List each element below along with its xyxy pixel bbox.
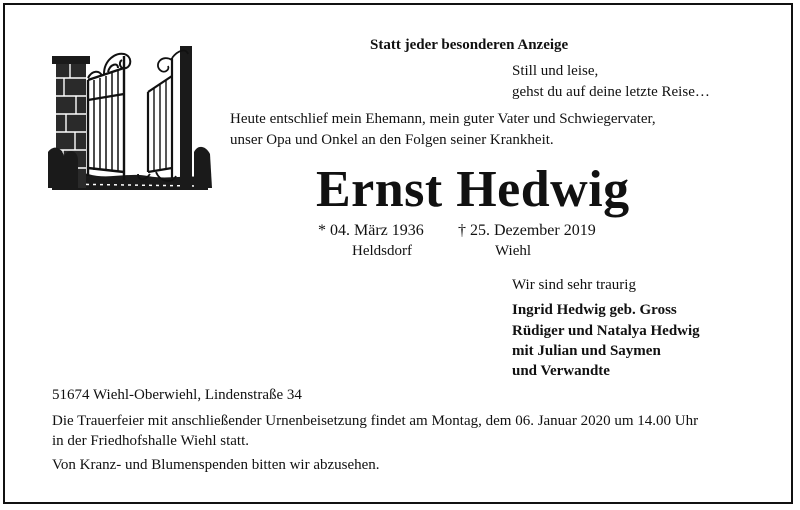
- funeral-info-line: in der Friedhofshalle Wiehl statt.: [52, 433, 249, 449]
- intro-text-line: Heute entschlief mein Ehemann, mein guter Vater und Schwiegervater,: [230, 111, 656, 127]
- birth-date: * 04. März 1936: [318, 222, 424, 239]
- mourning-line: Wir sind sehr traurig: [512, 277, 636, 293]
- open-garden-gate-icon: [48, 40, 212, 192]
- death-date: † 25. Dezember 2019: [458, 222, 596, 239]
- mourner-name: Ingrid Hedwig geb. Gross: [512, 302, 677, 318]
- notice-heading: Statt jeder besonderen Anzeige: [370, 37, 569, 53]
- mourner-name: mit Julian und Saymen: [512, 343, 661, 359]
- birth-place: Heldsdorf: [352, 243, 412, 259]
- poem-line: gehst du auf deine letzte Reise…: [512, 84, 710, 100]
- mourner-name: und Verwandte: [512, 363, 610, 379]
- deceased-name: Ernst Hedwig: [316, 161, 630, 218]
- intro-text-line: unser Opa und Onkel an den Folgen seiner Krankheit.: [230, 132, 554, 148]
- mourner-name: Rüdiger und Natalya Hedwig: [512, 323, 700, 339]
- flowers-note: Von Kranz- und Blumenspenden bitten wir abzusehen.: [52, 457, 380, 473]
- poem-line: Still und leise,: [512, 63, 599, 79]
- death-place: Wiehl: [495, 243, 532, 259]
- family-address: 51674 Wiehl-Oberwiehl, Lindenstraße 34: [52, 387, 302, 403]
- funeral-info-line: Die Trauerfeier mit anschließender Urnenbeisetzung findet am Montag, dem 06. Januar 2020 um 14.00 Uhr: [52, 413, 699, 429]
